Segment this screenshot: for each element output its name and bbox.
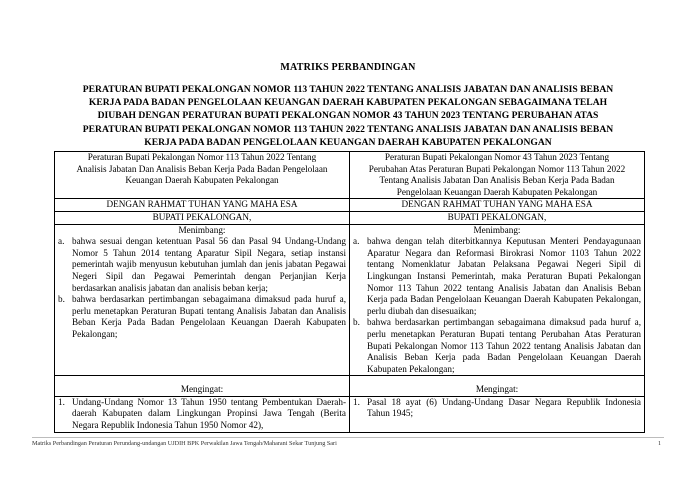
- list-item: 1. Undang-Undang Nomor 13 Tahun 1950 tentang Pembentukan Daerah-daerah Kabupaten dalam Lingkungan Propinsi Jawa Tengah (Berita Negara Republik Indonesia Tahun 1950 Nomor 42),: [58, 396, 346, 431]
- footer-divider: [32, 437, 664, 438]
- official-row: [55, 211, 645, 224]
- heading-line: KERJA PADA BADAN PENGELOLAAN KEUANGAN DAERAH KABUPATEN PEKALONGAN SEBAGAIMANA TELAH: [88, 97, 608, 109]
- footer-text: Matriks Perbandingan Peraturan Perundang-undangan UJDIH BPK Perwakilan Jawa Tengah/Maharani Sekar Tunjung Sari: [32, 440, 337, 447]
- document-heading: [60, 83, 636, 149]
- right-mengingat-label: Mengingat:: [350, 376, 645, 397]
- left-column-title: Peraturan Bupati Pekalongan Nomor 113 Tahun 2022 Tentang Analisis Jabatan Dan Analisis Beban Kerja Pada Badan Pengelolaan Keuangan Daerah Kabupaten Pekalongan: [55, 152, 350, 199]
- menimbang-label: Menimbang:: [178, 224, 226, 235]
- table-header-row: [55, 152, 645, 199]
- page-title: MATRIKS PERBANDINGAN: [280, 62, 416, 73]
- right-menimbang: [350, 224, 645, 376]
- list-item: 1. Pasal 18 ayat (6) Undang-Undang Dasar Negara Republik Indonesia Tahun 1945;: [353, 396, 641, 419]
- list-item: b. bahwa berdasarkan pertimbangan sebagaimana dimaksud pada huruf a, perlu menetapkan Peraturan Bupati tentang Analisis Jabatan dan Analisis Beban Kerja Pada Badan Pengelolaan Keuangan Daerah Kabupaten Pekalongan;: [58, 294, 346, 339]
- list-item: a. bahwa dengan telah diterbitkannya Keputusan Menteri Pendayagunaan Aparatur Negara dan Reformasi Birokrasi Nomor 1103 Tahun 2022 tentang Nomenklatur Jabatan Pelaksana Pegawai Negeri Sipil di Lingkungan Instansi Pemerintah, maka Peraturan Bupati Pekalongan Nomor 113 Tahun 2022 tentang Analisis Jabatan dan Analisis Beban Kerja pada Badan Pengelolaan Keuangan Daerah Kabupaten Pekalongan, perlu diubah dan disesuaikan;: [353, 236, 641, 316]
- menimbang-label: Menimbang:: [473, 224, 521, 235]
- right-opening: DENGAN RAHMAT TUHAN YANG MAHA ESA: [350, 199, 645, 212]
- mengingat-label-row: [55, 376, 645, 397]
- right-mengingat: [350, 396, 645, 432]
- mengingat-row: [55, 396, 645, 432]
- right-official: BUPATI PEKALONGAN,: [350, 211, 645, 224]
- comparison-table: [54, 151, 645, 433]
- opening-row: [55, 199, 645, 212]
- page-number: 1: [658, 440, 662, 447]
- list-item: a. bahwa sesuai dengan ketentuan Pasal 56 dan Pasal 94 Undang-Undang Nomor 5 Tahun 2014 tentang Aparatur Sipil Negara, setiap instansi pemerintah wajib menyusun kebutuhan jumlah dan jenis jabatan Pegawai Negeri Sipil dan Pegawai Pemerintah dengan Perjanjian Kerja berdasarkan analisis jabatan dan analisis beban kerja;: [58, 236, 346, 293]
- heading-line: PERATURAN BUPATI PEKALONGAN NOMOR 113 TAHUN 2022 TENTANG ANALISIS JABATAN DAN ANALISIS BEBAN: [82, 123, 614, 135]
- right-column-title: Peraturan Bupati Pekalongan Nomor 43 Tahun 2023 Tentang Perubahan Atas Peraturan Bupati Pekalongan Nomor 113 Tahun 2022 Tentang Analisis Jabatan Dan Analisis Beban Kerja Pada Badan Pengelolaan Keuangan Daerah Kabupaten Pekalongan: [350, 152, 645, 199]
- left-menimbang: [55, 224, 350, 376]
- left-opening: DENGAN RAHMAT TUHAN YANG MAHA ESA: [55, 199, 350, 212]
- heading-line: DIUBAH DENGAN PERATURAN BUPATI PEKALONGAN NOMOR 43 TAHUN 2023 TENTANG PERUBAHAN ATAS: [97, 110, 599, 122]
- heading-line: KERJA PADA BADAN PENGELOLAAN KEUANGAN DAERAH KABUPATEN PEKALONGAN: [144, 136, 552, 148]
- left-mengingat-label: Mengingat:: [55, 376, 350, 397]
- left-official: BUPATI PEKALONGAN,: [55, 211, 350, 224]
- left-mengingat: [55, 396, 350, 432]
- heading-line: PERATURAN BUPATI PEKALONGAN NOMOR 113 TAHUN 2022 TENTANG ANALISIS JABATAN DAN ANALISIS BEBAN: [82, 84, 614, 95]
- list-item: b. bahwa berdasarkan pertimbangan sebagaimana dimaksud pada huruf a, perlu menetapkan Peraturan Bupati tentang Perubahan Atas Peraturan Bupati Pekalongan Nomor 113 Tahun 2022 tentang Analisis Jabatan dan Analisis Beban Kerja pada Badan Pengelolaan Keuangan Daerah Kabupaten Pekalongan;: [353, 317, 641, 374]
- menimbang-row: [55, 224, 645, 376]
